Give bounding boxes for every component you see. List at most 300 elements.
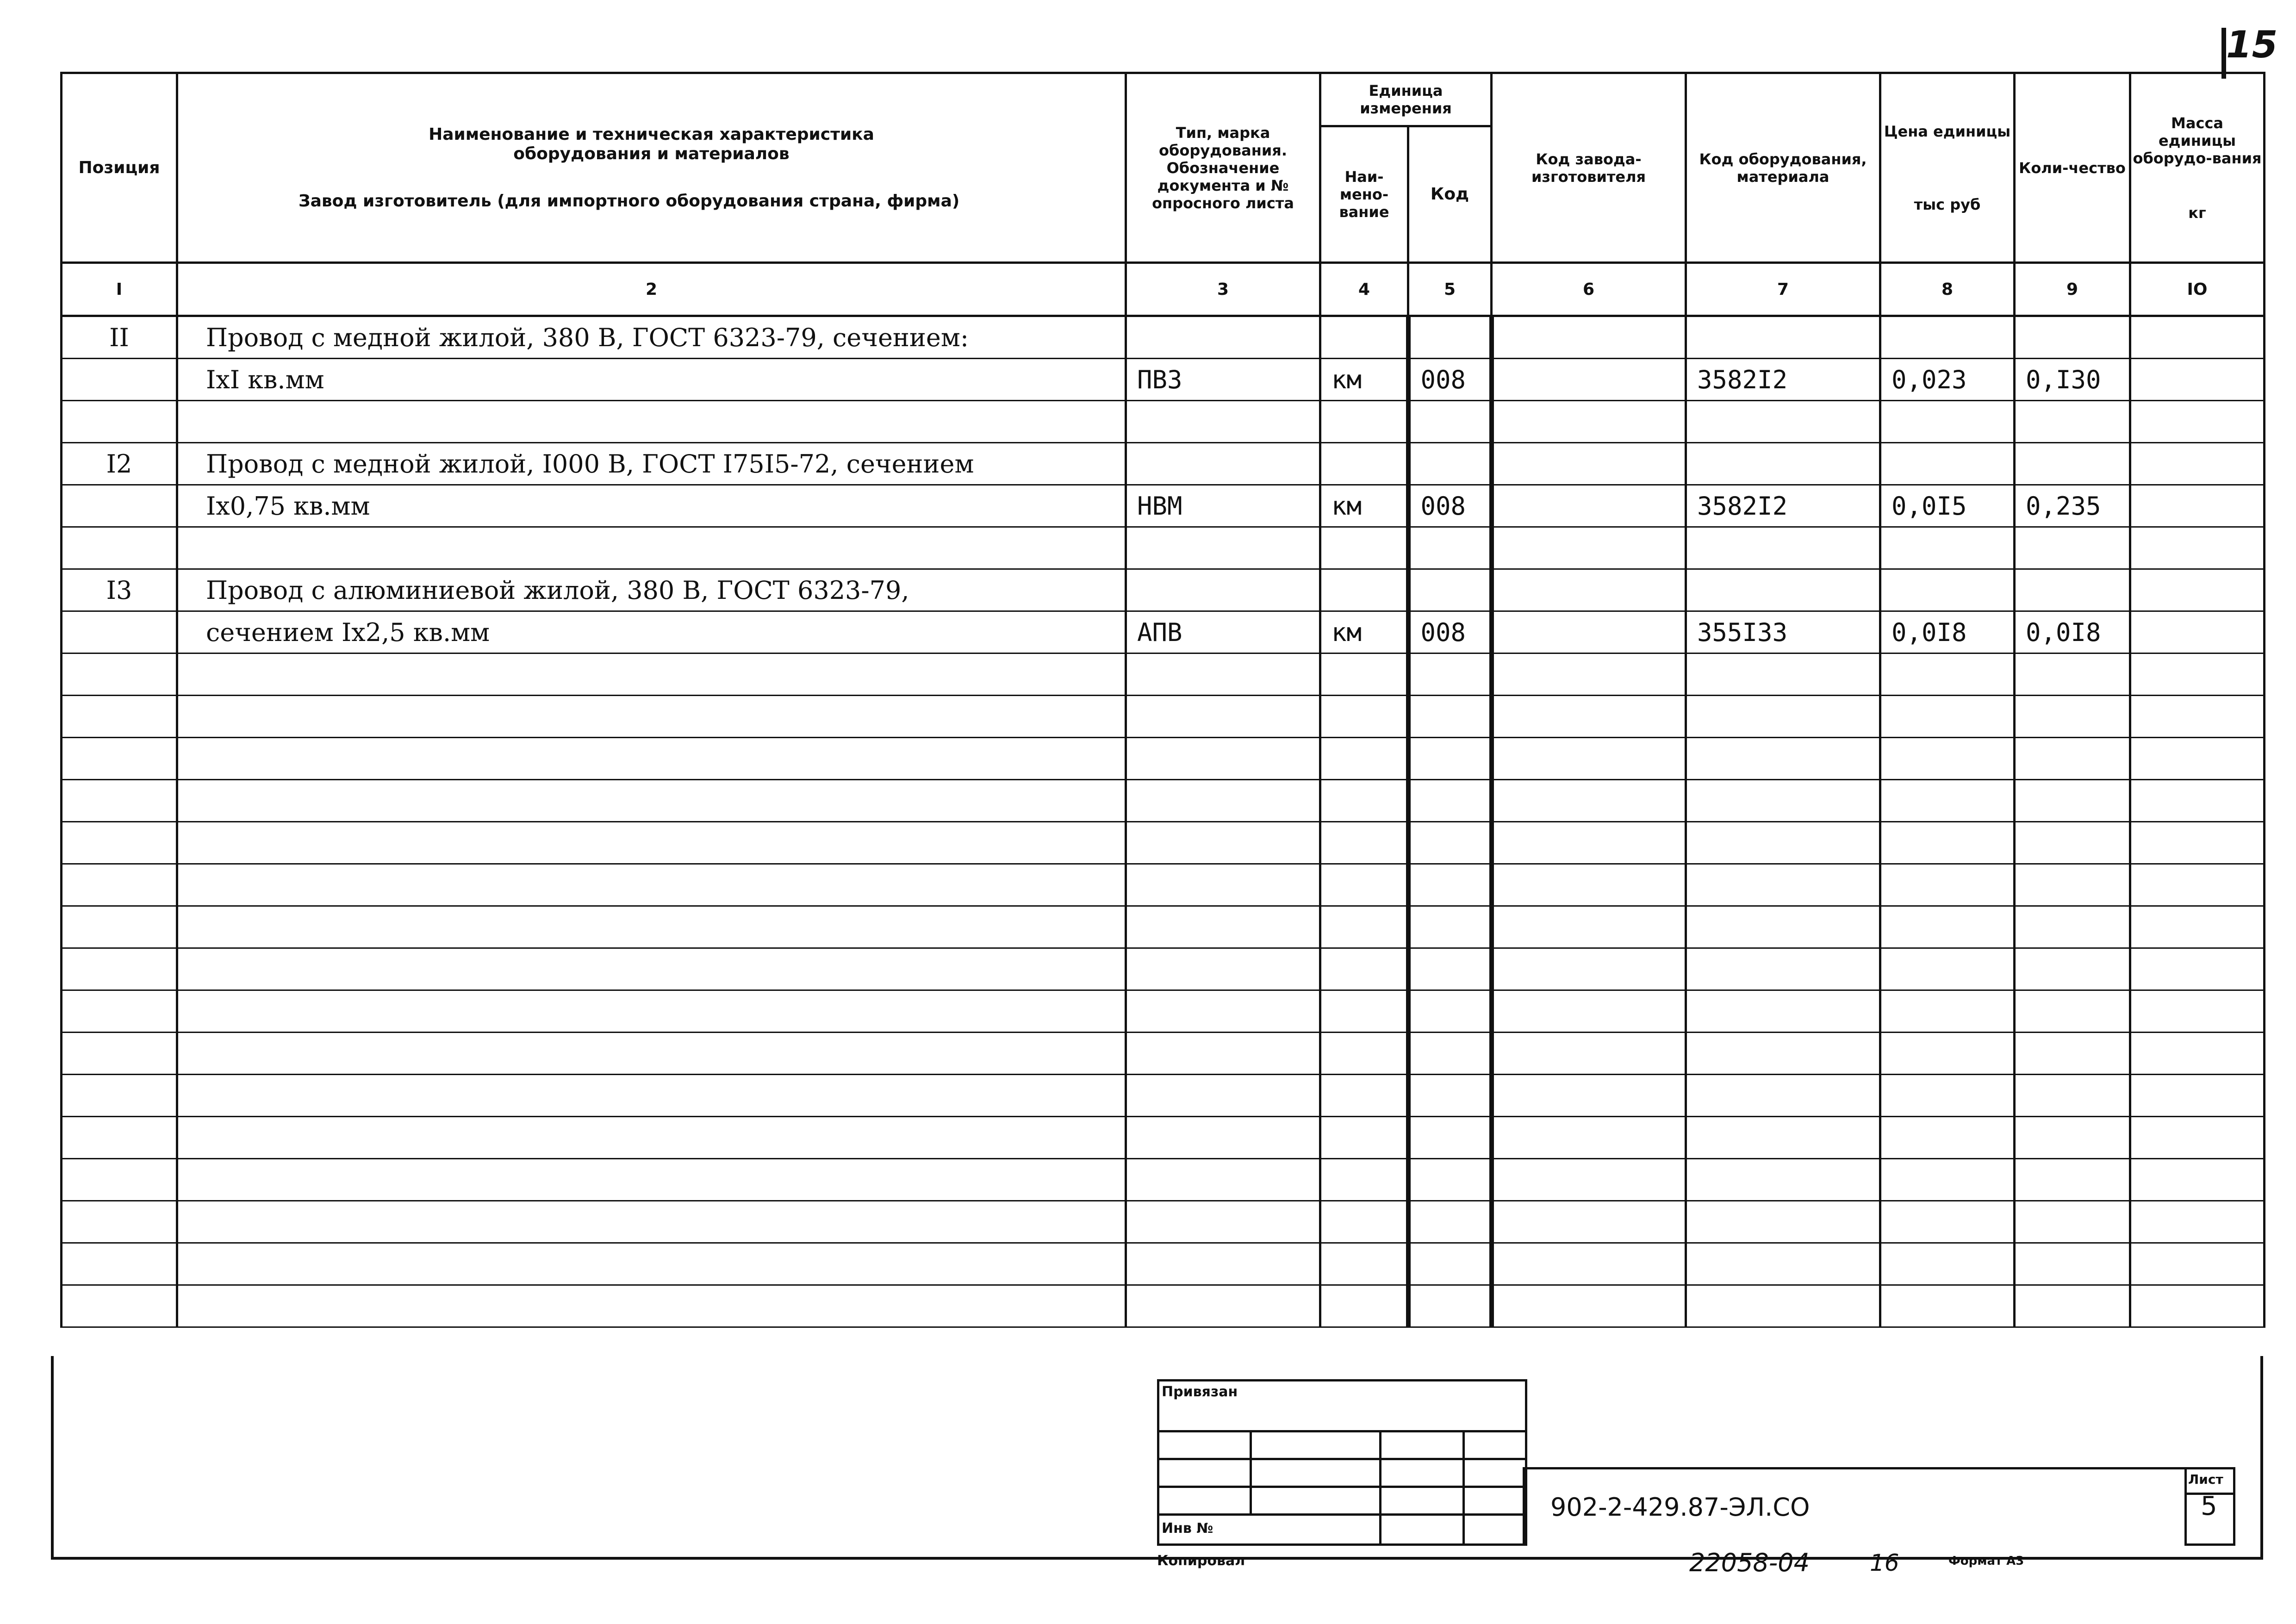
cell-price — [1880, 316, 2015, 359]
cell-mass — [2130, 611, 2265, 653]
cell-name — [177, 1201, 1126, 1243]
cell-material — [1686, 401, 1880, 443]
footer-format: Формат А3 — [1948, 1554, 2024, 1568]
column-number: 8 — [1880, 263, 2015, 316]
cell-price — [1880, 990, 2015, 1033]
cell-type: НВМ — [1126, 485, 1320, 527]
cell-code — [1408, 527, 1492, 569]
header-quantity: Коли-чество — [2015, 73, 2130, 263]
cell-factory — [1492, 1117, 1686, 1159]
cell-unit — [1320, 1075, 1408, 1117]
column-number: 2 — [177, 263, 1126, 316]
cell-code — [1408, 864, 1492, 906]
header-unit: Единица измерения — [1320, 73, 1492, 126]
cell-name: сечением Ix2,5 кв.мм — [177, 611, 1126, 653]
column-number: 6 — [1492, 263, 1686, 316]
table-row — [62, 485, 2265, 527]
stamp-line — [1157, 1458, 1527, 1460]
cell-mass — [2130, 780, 2265, 822]
cell-pos — [62, 780, 177, 822]
cell-name — [177, 1075, 1126, 1117]
cell-code — [1408, 780, 1492, 822]
cell-material — [1686, 864, 1880, 906]
cell-code — [1408, 1075, 1492, 1117]
cell-factory — [1492, 948, 1686, 990]
cell-factory — [1492, 316, 1686, 359]
empty-table-row — [62, 822, 2265, 864]
header-name-line1: Наименование и техническая характеристика — [429, 124, 874, 144]
cell-price — [1880, 780, 2015, 822]
cell-unit — [1320, 780, 1408, 822]
cell-code — [1408, 443, 1492, 485]
cell-qty — [2015, 653, 2130, 696]
cell-material — [1686, 1033, 1880, 1075]
header-unit-code: Код — [1408, 126, 1492, 263]
empty-table-row — [62, 1159, 2265, 1201]
cell-code — [1408, 1117, 1492, 1159]
cell-unit — [1320, 1159, 1408, 1201]
table-row — [62, 569, 2265, 611]
cell-factory — [1492, 653, 1686, 696]
cell-price — [1880, 401, 2015, 443]
header-price — [1880, 73, 2015, 263]
header-factory-code: Код завода-изготовителя — [1492, 73, 1686, 263]
cell-material — [1686, 822, 1880, 864]
stamp-vline — [1462, 1430, 1465, 1546]
cell-material — [1686, 569, 1880, 611]
cell-price — [1880, 948, 2015, 990]
footer-archive-number: 22058-04 — [1689, 1548, 1810, 1577]
cell-price — [1880, 1033, 2015, 1075]
cell-price — [1880, 738, 2015, 780]
column-number-row — [62, 263, 2265, 316]
cell-price — [1880, 822, 2015, 864]
cell-name — [177, 822, 1126, 864]
cell-material — [1686, 1201, 1880, 1243]
table-row — [62, 316, 2265, 359]
cell-name — [177, 1117, 1126, 1159]
document-code: 902-2-429.87-ЭЛ.СО — [1550, 1493, 1810, 1522]
table-row — [62, 401, 2265, 443]
table-row — [62, 359, 2265, 401]
cell-name — [177, 1033, 1126, 1075]
cell-unit — [1320, 316, 1408, 359]
cell-pos — [62, 611, 177, 653]
cell-price — [1880, 527, 2015, 569]
cell-factory — [1492, 611, 1686, 653]
cell-pos — [62, 822, 177, 864]
cell-unit — [1320, 864, 1408, 906]
cell-unit — [1320, 696, 1408, 738]
cell-pos — [62, 906, 177, 948]
cell-pos — [62, 1033, 177, 1075]
cell-mass — [2130, 359, 2265, 401]
cell-mass — [2130, 1243, 2265, 1285]
cell-mass — [2130, 1075, 2265, 1117]
cell-type — [1126, 1033, 1320, 1075]
cell-material: 355I33 — [1686, 611, 1880, 653]
cell-material: 3582I2 — [1686, 359, 1880, 401]
cell-mass — [2130, 864, 2265, 906]
empty-table-row — [62, 1117, 2265, 1159]
cell-qty — [2015, 948, 2130, 990]
cell-code — [1408, 948, 1492, 990]
cell-qty — [2015, 1159, 2130, 1201]
cell-type — [1126, 822, 1320, 864]
cell-type — [1126, 1075, 1320, 1117]
cell-pos — [62, 1117, 177, 1159]
cell-qty — [2015, 443, 2130, 485]
cell-name — [177, 864, 1126, 906]
cell-qty — [2015, 738, 2130, 780]
cell-name — [177, 1159, 1126, 1201]
cell-name — [177, 780, 1126, 822]
cell-qty — [2015, 527, 2130, 569]
cell-unit — [1320, 1243, 1408, 1285]
cell-type: АПВ — [1126, 611, 1320, 653]
cell-type — [1126, 443, 1320, 485]
cell-mass — [2130, 527, 2265, 569]
column-number: 3 — [1126, 263, 1320, 316]
cell-code — [1408, 401, 1492, 443]
cell-mass — [2130, 990, 2265, 1033]
cell-pos — [62, 485, 177, 527]
page-number-bar — [2221, 28, 2226, 79]
cell-factory — [1492, 780, 1686, 822]
header-mass — [2130, 73, 2265, 263]
cell-code — [1408, 906, 1492, 948]
footer-handwritten-number: 16 — [1870, 1549, 1899, 1576]
cell-type — [1126, 401, 1320, 443]
cell-mass — [2130, 1285, 2265, 1327]
cell-code — [1408, 1033, 1492, 1075]
cell-name — [177, 948, 1126, 990]
cell-pos: I3 — [62, 569, 177, 611]
cell-price — [1880, 1243, 2015, 1285]
cell-factory — [1492, 1159, 1686, 1201]
empty-table-row — [62, 948, 2265, 990]
cell-pos — [62, 527, 177, 569]
stamp-vline — [1250, 1430, 1252, 1513]
cell-unit — [1320, 569, 1408, 611]
cell-unit: км — [1320, 359, 1408, 401]
cell-name: Ix0,75 кв.мм — [177, 485, 1126, 527]
header-unit-name: Наи-мено-вание — [1320, 126, 1408, 263]
cell-pos — [62, 359, 177, 401]
cell-code — [1408, 696, 1492, 738]
cell-mass — [2130, 948, 2265, 990]
cell-mass — [2130, 1201, 2265, 1243]
cell-qty — [2015, 1117, 2130, 1159]
cell-price — [1880, 864, 2015, 906]
cell-qty: 0,I30 — [2015, 359, 2130, 401]
cell-price — [1880, 696, 2015, 738]
stamp-privyazan: Привязан — [1162, 1384, 1238, 1400]
cell-code: 008 — [1408, 359, 1492, 401]
table-row — [62, 527, 2265, 569]
page-number: 15 — [2226, 23, 2278, 66]
cell-factory — [1492, 1243, 1686, 1285]
stamp-line — [1157, 1486, 1527, 1488]
cell-unit — [1320, 906, 1408, 948]
cell-type — [1126, 1201, 1320, 1243]
cell-price — [1880, 1075, 2015, 1117]
cell-code: 008 — [1408, 611, 1492, 653]
cell-name — [177, 906, 1126, 948]
cell-material — [1686, 527, 1880, 569]
cell-material — [1686, 653, 1880, 696]
cell-pos — [62, 1201, 177, 1243]
cell-pos — [62, 738, 177, 780]
cell-material — [1686, 780, 1880, 822]
sheet-number: 5 — [2201, 1491, 2217, 1521]
cell-factory — [1492, 359, 1686, 401]
cell-qty — [2015, 316, 2130, 359]
cell-factory — [1492, 1033, 1686, 1075]
cell-qty — [2015, 569, 2130, 611]
cell-price — [1880, 443, 2015, 485]
cell-type — [1126, 1285, 1320, 1327]
cell-factory — [1492, 822, 1686, 864]
cell-price — [1880, 653, 2015, 696]
cell-name — [177, 990, 1126, 1033]
empty-table-row — [62, 653, 2265, 696]
cell-name — [177, 738, 1126, 780]
cell-mass — [2130, 316, 2265, 359]
cell-mass — [2130, 569, 2265, 611]
cell-price — [1880, 1201, 2015, 1243]
cell-material — [1686, 1285, 1880, 1327]
cell-code: 008 — [1408, 485, 1492, 527]
cell-code — [1408, 822, 1492, 864]
cell-qty — [2015, 780, 2130, 822]
cell-name — [177, 1243, 1126, 1285]
stamp-line — [1157, 1513, 1527, 1516]
cell-unit — [1320, 443, 1408, 485]
cell-pos — [62, 696, 177, 738]
cell-code — [1408, 1285, 1492, 1327]
cell-factory — [1492, 401, 1686, 443]
header-position: Позиция — [62, 73, 177, 263]
header-name-line3: Завод изготовитель (для импортного оборудования страна, фирма) — [299, 191, 960, 211]
column-number: 7 — [1686, 263, 1880, 316]
cell-mass — [2130, 822, 2265, 864]
header-price-label: Цена единицы — [1884, 122, 2011, 140]
cell-pos — [62, 948, 177, 990]
cell-pos — [62, 653, 177, 696]
cell-unit — [1320, 738, 1408, 780]
cell-pos — [62, 990, 177, 1033]
cell-mass — [2130, 401, 2265, 443]
cell-unit — [1320, 653, 1408, 696]
table-row — [62, 443, 2265, 485]
cell-mass — [2130, 1033, 2265, 1075]
cell-mass — [2130, 653, 2265, 696]
cell-qty — [2015, 1201, 2130, 1243]
cell-factory — [1492, 443, 1686, 485]
cell-code — [1408, 990, 1492, 1033]
cell-mass — [2130, 1117, 2265, 1159]
cell-pos — [62, 864, 177, 906]
cell-type — [1126, 527, 1320, 569]
cell-type — [1126, 1117, 1320, 1159]
cell-material — [1686, 1243, 1880, 1285]
empty-table-row — [62, 1075, 2265, 1117]
cell-name — [177, 653, 1126, 696]
cell-pos: I2 — [62, 443, 177, 485]
cell-name — [177, 696, 1126, 738]
empty-table-row — [62, 696, 2265, 738]
cell-name: Провод с медной жилой, 380 В, ГОСТ 6323-79, сечением: — [177, 316, 1126, 359]
empty-table-row — [62, 906, 2265, 948]
cell-type — [1126, 948, 1320, 990]
sheet-label: Лист — [2188, 1472, 2223, 1487]
cell-unit — [1320, 1033, 1408, 1075]
cell-name — [177, 401, 1126, 443]
cell-code — [1408, 1243, 1492, 1285]
cell-unit — [1320, 401, 1408, 443]
cell-qty: 0,235 — [2015, 485, 2130, 527]
cell-name: Провод с алюминиевой жилой, 380 В, ГОСТ 6323-79, — [177, 569, 1126, 611]
empty-table-row — [62, 738, 2265, 780]
empty-table-row — [62, 1033, 2265, 1075]
cell-factory — [1492, 527, 1686, 569]
cell-name — [177, 1285, 1126, 1327]
cell-material — [1686, 1075, 1880, 1117]
cell-type: ПВЗ — [1126, 359, 1320, 401]
cell-unit — [1320, 1117, 1408, 1159]
cell-type — [1126, 569, 1320, 611]
column-number: 4 — [1320, 263, 1408, 316]
cell-code — [1408, 1201, 1492, 1243]
cell-mass — [2130, 696, 2265, 738]
cell-code — [1408, 738, 1492, 780]
header-price-unit: тыс руб — [1914, 195, 1981, 213]
cell-material: 3582I2 — [1686, 485, 1880, 527]
cell-material — [1686, 1117, 1880, 1159]
cell-pos — [62, 1159, 177, 1201]
column-number: I — [62, 263, 177, 316]
cell-material — [1686, 906, 1880, 948]
cell-material — [1686, 316, 1880, 359]
cell-unit — [1320, 527, 1408, 569]
cell-unit: км — [1320, 611, 1408, 653]
cell-qty — [2015, 1075, 2130, 1117]
cell-type — [1126, 990, 1320, 1033]
cell-mass — [2130, 738, 2265, 780]
cell-type — [1126, 780, 1320, 822]
cell-factory — [1492, 485, 1686, 527]
cell-type — [1126, 1243, 1320, 1285]
cell-unit — [1320, 822, 1408, 864]
cell-material — [1686, 443, 1880, 485]
cell-code — [1408, 569, 1492, 611]
cell-pos — [62, 1285, 177, 1327]
header-name — [177, 73, 1126, 263]
cell-price: 0,0I8 — [1880, 611, 2015, 653]
header-type: Тип, марка оборудования. Обозначение документа и № опросного листа — [1126, 73, 1320, 263]
cell-type — [1126, 653, 1320, 696]
cell-price — [1880, 1117, 2015, 1159]
empty-table-row — [62, 780, 2265, 822]
cell-factory — [1492, 990, 1686, 1033]
cell-qty — [2015, 1243, 2130, 1285]
cell-code — [1408, 653, 1492, 696]
cell-qty — [2015, 1033, 2130, 1075]
cell-qty — [2015, 696, 2130, 738]
cell-price: 0,0I5 — [1880, 485, 2015, 527]
cell-unit — [1320, 1201, 1408, 1243]
cell-pos: II — [62, 316, 177, 359]
cell-code — [1408, 316, 1492, 359]
cell-mass — [2130, 443, 2265, 485]
cell-factory — [1492, 738, 1686, 780]
cell-unit — [1320, 1285, 1408, 1327]
cell-mass — [2130, 906, 2265, 948]
cell-price — [1880, 569, 2015, 611]
cell-material — [1686, 990, 1880, 1033]
empty-table-row — [62, 1285, 2265, 1327]
cell-factory — [1492, 1285, 1686, 1327]
cell-mass — [2130, 485, 2265, 527]
column-number: 5 — [1408, 263, 1492, 316]
cell-mass — [2130, 1159, 2265, 1201]
footer-copied: Копировал — [1157, 1553, 1245, 1569]
cell-unit: км — [1320, 485, 1408, 527]
cell-name: IxI кв.мм — [177, 359, 1126, 401]
cell-unit — [1320, 990, 1408, 1033]
empty-table-row — [62, 990, 2265, 1033]
cell-factory — [1492, 569, 1686, 611]
cell-name — [177, 527, 1126, 569]
empty-table-row — [62, 1201, 2265, 1243]
cell-material — [1686, 1159, 1880, 1201]
column-number: 9 — [2015, 263, 2130, 316]
header-name-line2: оборудования и материалов — [513, 144, 790, 163]
stamp-line — [1157, 1430, 1527, 1432]
cell-type — [1126, 696, 1320, 738]
cell-factory — [1492, 1201, 1686, 1243]
header-material-code: Код оборудования, материала — [1686, 73, 1880, 263]
cell-type — [1126, 906, 1320, 948]
column-number: IO — [2130, 263, 2265, 316]
cell-pos — [62, 1075, 177, 1117]
header-mass-unit: кг — [2188, 204, 2206, 222]
cell-type — [1126, 864, 1320, 906]
cell-price: 0,023 — [1880, 359, 2015, 401]
cell-type — [1126, 316, 1320, 359]
cell-qty — [2015, 1285, 2130, 1327]
cell-factory — [1492, 906, 1686, 948]
stamp-inv: Инв № — [1162, 1520, 1213, 1537]
cell-material — [1686, 948, 1880, 990]
cell-material — [1686, 738, 1880, 780]
cell-qty: 0,0I8 — [2015, 611, 2130, 653]
cell-code — [1408, 1159, 1492, 1201]
stamp-vline — [1525, 1379, 1527, 1546]
cell-price — [1880, 1159, 2015, 1201]
cell-qty — [2015, 864, 2130, 906]
cell-factory — [1492, 864, 1686, 906]
table-row — [62, 611, 2265, 653]
header-mass-label: Масса единицы оборудо-вания — [2133, 114, 2262, 167]
cell-unit — [1320, 948, 1408, 990]
cell-type — [1126, 1159, 1320, 1201]
cell-material — [1686, 696, 1880, 738]
cell-price — [1880, 906, 2015, 948]
cell-name: Провод с медной жилой, I000 В, ГОСТ I75I5-72, сечением — [177, 443, 1126, 485]
cell-price — [1880, 1285, 2015, 1327]
